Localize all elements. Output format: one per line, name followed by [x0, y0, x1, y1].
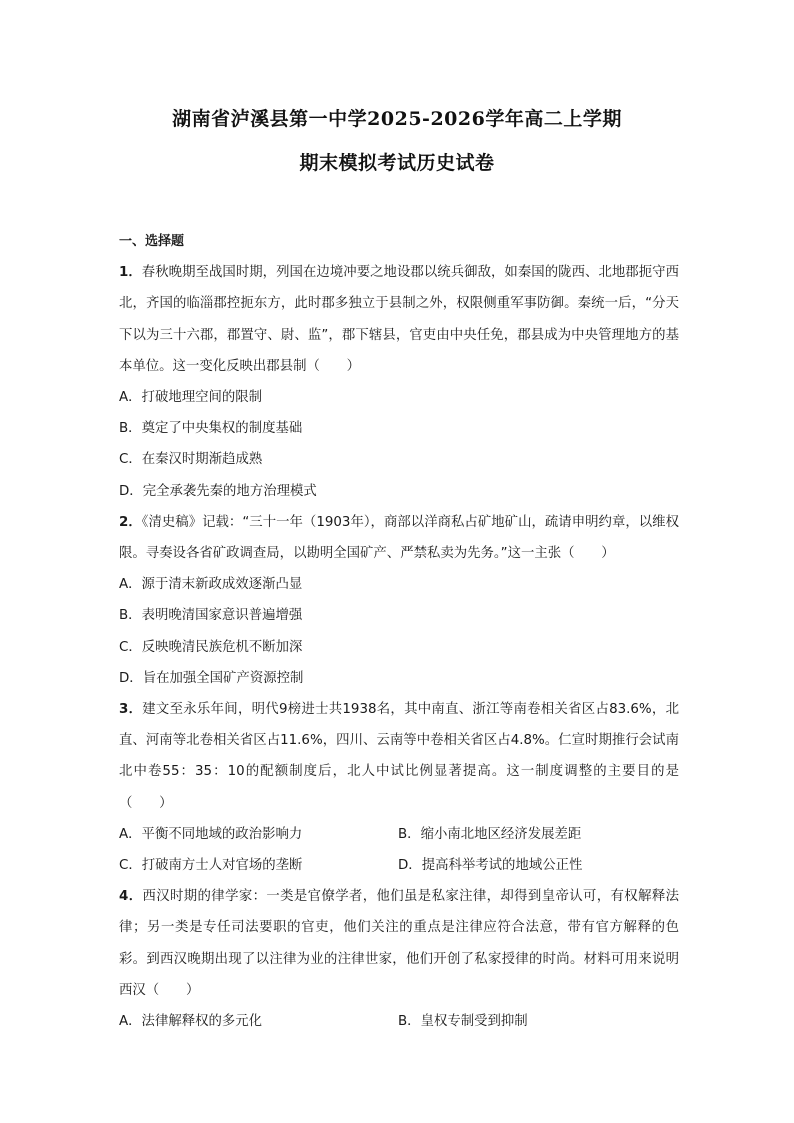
option-c: C．反映晚清民族危机不断加深 [119, 639, 303, 655]
option-a: A．法律解释权的多元化 [119, 1014, 263, 1030]
option-b: B．缩小南北地区经济发展差距 [398, 826, 582, 842]
option-b: B．皇权专制受到抑制 [398, 1014, 528, 1030]
exam-title-line1: 湖南省泸溪县第一中学2025-2026学年高二上学期 [172, 108, 622, 130]
question-text: 西汉时期的律学家：一类是官僚学者，他们虽是私家注律，却得到皇帝认可，有权解释法律；另一类是专任司法要职的官吏，他们关注的重点是注律应符合法意，带有官方解释的色彩。到西汉晚期出现了以注律为业的注律世家，他们开创了私家授律的时尚。材料可用来说明西汉（ ） [119, 889, 679, 998]
option-a: A．平衡不同地域的政治影响力 [119, 826, 303, 842]
question-number: 4． [119, 889, 143, 905]
option-c: C．在秦汉时期渐趋成熟 [119, 452, 263, 468]
question-1 [119, 257, 679, 382]
question-text: 春秋晚期至战国时期，列国在边境冲要之地设郡以统兵御敌，如秦国的陇西、北地郡扼守西北，齐国的临淄郡控扼东方，此时郡多独立于县制之外，权限侧重军事防御。秦统一后，“分天下以为三十六郡，郡置守、尉、监”，郡下辖县，官吏由中央任免，郡县成为中央管理地方的基本单位。这一变化反映出郡县制（ ） [119, 265, 679, 374]
question-number: 1． [119, 265, 142, 281]
options-row [119, 819, 679, 850]
options-row [119, 850, 679, 881]
question-text: 建文至永乐年间，明代9榜进士共1938名，其中南直、浙江等南卷相关省区占83.6%，北直、河南等北卷相关省区占11.6%，四川、云南等中卷相关省区占4.8%。仁宣时期推行会试南北中卷55：35：10的配额制度后，北人中试比例显著提高。这一制度调整的主要目的是（ ） [119, 702, 679, 811]
section-heading: 一、选择题 [119, 234, 185, 249]
option-d: D．旨在加强全国矿产资源控制 [119, 670, 304, 686]
option-d: D．完全承袭先秦的地方治理模式 [119, 483, 317, 499]
option-b: B．奠定了中央集权的制度基础 [119, 421, 303, 437]
option-a: A．打破地理空间的限制 [119, 390, 263, 406]
exam-title-line2: 期末模拟考试历史试卷 [299, 152, 495, 174]
option-a: A．源于清末新政成效逐渐凸显 [119, 577, 303, 593]
question-2 [119, 507, 679, 569]
question-number: 2． [119, 514, 142, 530]
question-4 [119, 881, 679, 1006]
question-3 [119, 694, 679, 819]
option-c: C．打破南方士人对官场的垄断 [119, 858, 303, 874]
options-row [119, 1006, 679, 1037]
question-text: 《清史稿》记载：“三十一年（1903年），商部以洋商私占矿地矿山，疏请申明约章，以维权限。寻奏设各省矿政调查局，以勘明全国矿产、严禁私卖为先务。”这一主张（ ） [119, 514, 679, 562]
question-number: 3． [119, 702, 143, 718]
option-d: D．提高科举考试的地域公正性 [398, 858, 583, 874]
option-b: B．表明晚清国家意识普遍增强 [119, 608, 303, 624]
exam-content [119, 226, 679, 1037]
